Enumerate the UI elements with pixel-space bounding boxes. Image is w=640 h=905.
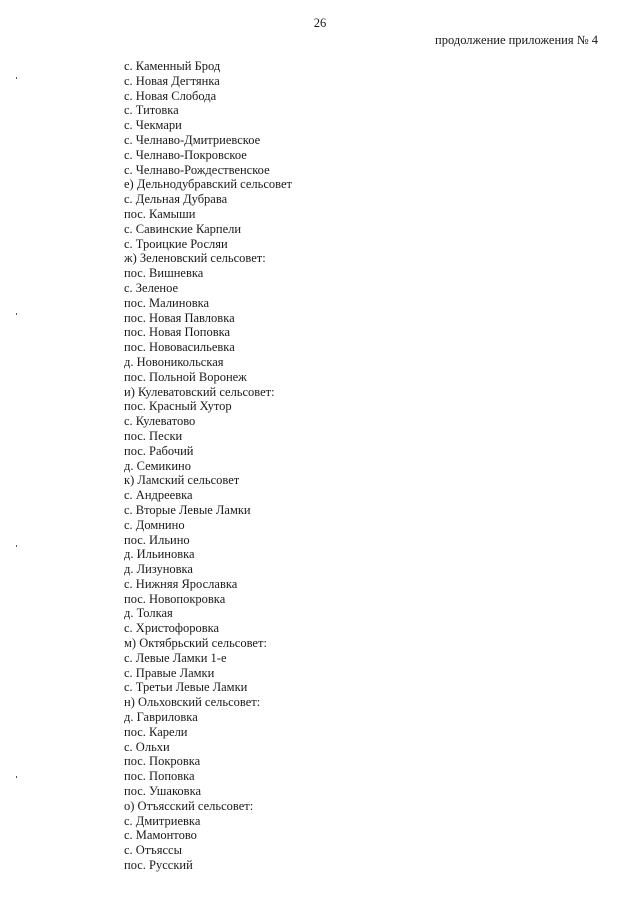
list-item: с. Мамонтово — [124, 828, 197, 843]
list-item: д. Новоникольская — [124, 354, 224, 369]
list-item: пос. Новая Поповка — [124, 325, 231, 340]
list-item: пос. Рабочий — [124, 443, 194, 458]
section-heading: н) Ольховский сельсовет: — [124, 695, 261, 710]
list-item: д. Гавриловка — [124, 710, 198, 725]
list-item: с. Каменный Брод — [124, 59, 221, 73]
settlement-list — [124, 59, 292, 873]
scan-mark — [16, 77, 17, 79]
list-item: с. Домнино — [124, 517, 185, 532]
list-item: д. Толкая — [124, 606, 173, 621]
list-item: с. Вторые Левые Ламки — [124, 502, 251, 517]
section-heading: и) Кулеватовский сельсовет: — [124, 384, 275, 399]
list-item: с. Челнаво-Покровское — [124, 147, 247, 162]
list-item: д. Семикино — [124, 458, 191, 473]
scan-mark — [16, 313, 17, 315]
section-heading: е) Дельнодубравский сельсовет — [124, 177, 292, 192]
list-item: с. Дмитриевка — [124, 813, 201, 828]
section-heading: м) Октябрьский сельсовет: — [124, 636, 267, 651]
list-item: с. Правые Ламки — [124, 665, 215, 680]
appendix-note: продолжение приложения № 4 — [435, 33, 598, 47]
list-item: с. Чекмари — [124, 118, 182, 133]
list-item: с. Новая Дегтянка — [124, 73, 220, 88]
list-item: с. Челнаво-Рождественское — [124, 162, 270, 177]
list-item: пос. Новопокровка — [124, 591, 226, 606]
list-item: пос. Нововасильевка — [124, 340, 235, 355]
list-item: пос. Ушаковка — [124, 784, 201, 799]
list-item: с. Отъяссы — [124, 843, 182, 858]
list-item: с. Андреевка — [124, 488, 193, 503]
list-item: с. Титовка — [124, 103, 179, 118]
list-item: пос. Новая Павловка — [124, 310, 235, 325]
list-item: с. Новая Слобода — [124, 88, 217, 103]
list-item: с. Троицкие Росляи — [124, 236, 228, 251]
section-heading: ж) Зеленовский сельсовет: — [124, 251, 266, 266]
list-item: пос. Пески — [124, 428, 183, 443]
list-item: пос. Красный Хутор — [124, 399, 232, 414]
list-item: с. Кулеватово — [124, 414, 196, 429]
list-item: с. Третьи Левые Ламки — [124, 680, 248, 695]
list-item: с. Савинские Карпели — [124, 221, 242, 236]
list-item: пос. Ильино — [124, 532, 190, 547]
list-item: пос. Поповка — [124, 769, 195, 784]
list-item: д. Ильиновка — [124, 547, 195, 562]
list-item: пос. Русский — [124, 858, 193, 873]
list-item: с. Челнаво-Дмитриевское — [124, 132, 261, 147]
list-item: с. Христофоровка — [124, 621, 220, 636]
section-heading: к) Ламский сельсовет — [124, 473, 240, 488]
list-item: с. Нижняя Ярославка — [124, 576, 238, 591]
list-item: пос. Карели — [124, 724, 188, 739]
list-item: пос. Малиновка — [124, 295, 210, 310]
scan-mark — [16, 776, 17, 778]
list-item: д. Лизуновка — [124, 562, 193, 577]
scan-mark — [16, 545, 17, 547]
list-item: с. Дельная Дубрава — [124, 192, 228, 207]
list-item: пос. Вишневка — [124, 266, 204, 281]
list-item: с. Зеленое — [124, 280, 179, 295]
list-item: пос. Камыши — [124, 206, 196, 221]
page-number: 26 — [313, 16, 327, 30]
list-item: пос. Польной Воронеж — [124, 369, 247, 384]
list-item: с. Левые Ламки 1-е — [124, 650, 227, 665]
section-heading: о) Отъясский сельсовет: — [124, 798, 254, 813]
list-item: с. Ольхи — [124, 739, 170, 754]
list-item: пос. Покровка — [124, 754, 201, 769]
